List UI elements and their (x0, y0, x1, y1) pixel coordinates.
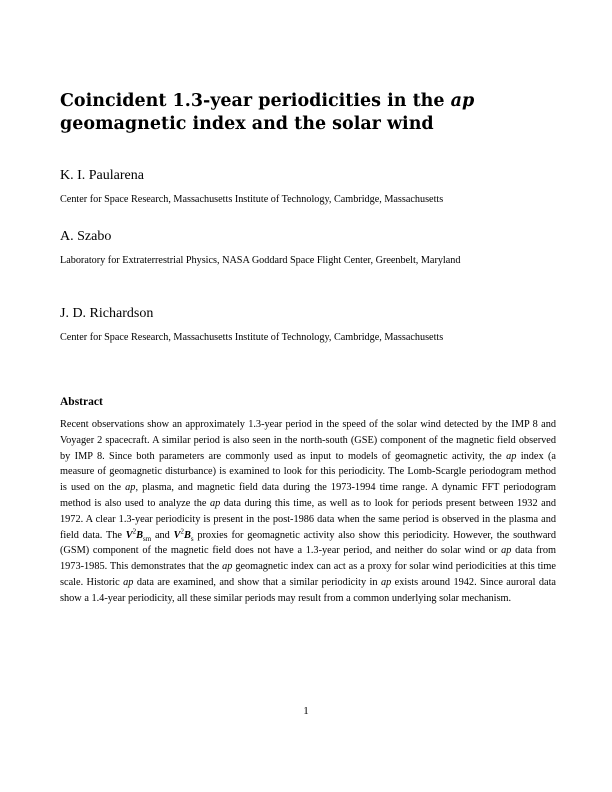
italic-ap: ap (125, 482, 136, 494)
abstract-sentence: exists around 1942. Since auroral data show a 1.4-year periodicity, all these similar periods may result from a common underlying solar mechanism. (60, 576, 557, 604)
math-sup: 2 (132, 527, 137, 536)
math-b: B (136, 529, 143, 541)
title-text: Coincident 1.3-year periodicities in the (60, 91, 451, 111)
abstract-sentence: data during this time, as well as to look for periods present between 1932 and 1972. A clear 1.3-year periodicity is present in the post-1986 data when the same period is observed in the plasma and field data. The (60, 497, 556, 541)
author-name: J. D. Richardson (60, 306, 154, 321)
abstract-sentence: and (151, 529, 174, 541)
abstract-sentence: geomagnetic index can act as a proxy for solar wind periodicities at this time scale. Historic (60, 561, 556, 588)
title-text-end: geomagnetic index and the solar wind (60, 114, 434, 134)
author-affiliation: Center for Space Research, Massachusetts Institute of Technology, Cambridge, Massachusetts (60, 332, 444, 343)
author-block-1 (60, 168, 560, 207)
abstract-sentence: data are examined, and show that a similar periodicity in (133, 576, 381, 588)
math-b: B (183, 529, 191, 541)
author-affiliation: Center for Space Research, Massachusetts Institute of Technology, Cambridge, Massachusetts (60, 194, 444, 205)
abstract-heading: Abstract (60, 396, 103, 408)
proxy-v2bsm (125, 527, 152, 543)
author-block-3 (60, 306, 560, 345)
author-affiliation: Laboratory for Extraterrestrial Physics, NASA Goddard Space Flight Center, Greenbelt, Maryland (60, 255, 461, 266)
abstract-text (60, 417, 556, 607)
abstract-section (60, 396, 556, 607)
paper-title (60, 90, 560, 136)
author-name: A. Szabo (60, 229, 112, 244)
italic-ap: ap (506, 450, 517, 462)
abstract-sentence: data from 1973-1985. This demonstrates that the (60, 545, 556, 573)
italic-ap: ap (222, 561, 233, 573)
italic-ap: ap (123, 576, 134, 588)
author-name: K. I. Paularena (60, 168, 144, 183)
page-number: 1 (303, 705, 309, 717)
math-v: V (125, 529, 133, 541)
math-v: V (173, 529, 181, 541)
math-sup: 2 (180, 527, 184, 536)
math-sub: sm (143, 534, 152, 543)
italic-ap: ap (501, 545, 512, 557)
proxy-v2bs (173, 527, 194, 543)
italic-ap: ap (209, 497, 221, 509)
author-block-2 (60, 229, 560, 268)
italic-ap: ap (380, 576, 392, 588)
math-sub: s (190, 534, 194, 543)
title-italic-ap: ap (450, 91, 475, 111)
abstract-sentence: Recent observations show an approximately 1.3-year period in the speed of the solar wind detected by the IMP 8 and Voyager 2 spacecraft. A similar period is also seen in the north-south (GSE) component of the magnetic field observed by IMP 8. Since both parameters are commonly used as input to models of geomagnetic activity, the (60, 419, 556, 462)
abstract-sentence: index (a measure of geomagnetic disturbance) is examined to look for this periodicity. The Lomb-Scargle periodogram method is used on the (60, 450, 557, 494)
abstract-sentence: , plasma, and magnetic field data during the 1973-1994 time range. A dynamic FFT periodogram method is also used to analyze the (60, 482, 556, 509)
abstract-sentence: proxies for geomagnetic activity also show this periodicity. However, the southward (GSM) component of the magnetic field does not have a 1.3-year period, and neither do solar wind or (60, 529, 557, 557)
